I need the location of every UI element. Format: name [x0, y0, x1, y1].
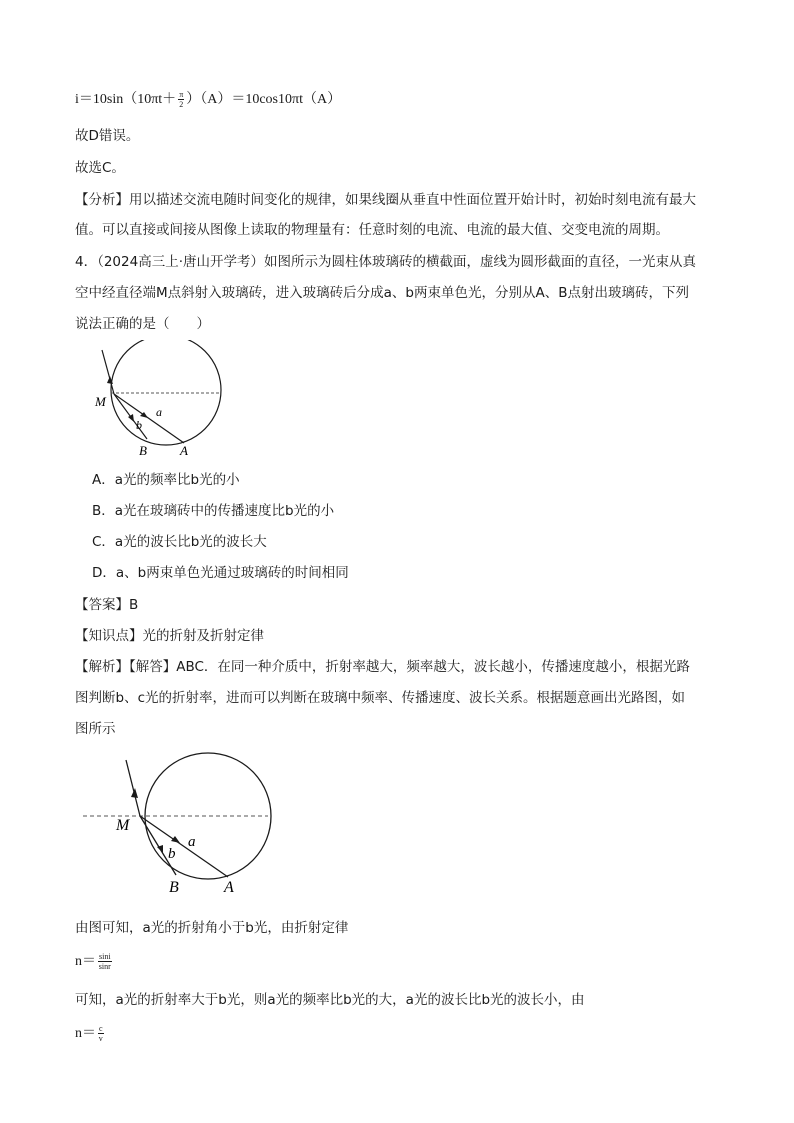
question-line-3: 说法正确的是（ ） — [75, 316, 210, 332]
formula-lhs: i＝10sin（10πt＋ — [75, 92, 177, 107]
frac-sinr: sinr — [98, 962, 111, 972]
d-wrong-text: 故D错误。 — [75, 128, 140, 144]
glass-circle — [111, 340, 221, 445]
knowledge-line — [75, 624, 264, 644]
frac-sini: sini — [99, 952, 111, 962]
solution-line-1 — [75, 655, 690, 675]
frac-numerator: π — [179, 90, 184, 100]
optics-figure-small — [90, 340, 240, 460]
incident-arrow-large-icon — [131, 788, 138, 798]
answer-tag: 【答案】 — [75, 597, 129, 613]
option-c: C．a光的波长比b光的波长大 — [92, 534, 267, 550]
incident-ray — [102, 350, 114, 394]
answer-line — [75, 593, 138, 613]
fraction-c-over-v — [98, 1024, 104, 1043]
choose-c-text: 故选C。 — [75, 160, 125, 176]
label-B-large: B — [169, 879, 179, 896]
snell-lhs: n＝ — [75, 954, 96, 969]
label-b: b — [136, 418, 142, 432]
frac-denominator: 2 — [179, 100, 184, 110]
knowledge-tag: 【知识点】 — [75, 628, 143, 644]
frac-v: v — [98, 1034, 103, 1044]
fraction-sini-sinr — [98, 952, 112, 971]
analysis-line-1 — [75, 188, 696, 208]
answer-value: B — [129, 597, 139, 613]
analysis-line-2: 值。可以直接或间接从图像上读取的物理量有：任意时刻的电流、电流的最大值、交变电流的周期。 — [75, 222, 669, 238]
solution-tag: 【解析】【解答】 — [75, 659, 177, 675]
option-a: A．a光的频率比b光的小 — [92, 472, 240, 488]
question-line-1: 4．（2024高三上·唐山开学考）如图所示为圆柱体玻璃砖的横截面，虚线为圆形截面的直径，一光束从真 — [75, 254, 696, 270]
optics-figure-large — [78, 750, 278, 900]
solution-text-1: ABC．在同一种介质中，折射率越大，频率越大，波长越小，传播速度越小，根据光路 — [176, 659, 690, 675]
formula-speed — [75, 1022, 106, 1043]
label-B: B — [139, 443, 147, 458]
solution-line-3: 图所示 — [75, 721, 116, 737]
label-a: a — [156, 405, 162, 419]
formula-rhs: ）（A）＝10cos10πt（A） — [186, 92, 342, 107]
after-fig-line-2: 可知，a光的折射率大于b光，则a光的频率比b光的大，a光的波长比b光的波长小，由 — [75, 992, 585, 1008]
after-fig-line-1: 由图可知，a光的折射角小于b光，由折射定律 — [75, 920, 349, 936]
frac-c: c — [99, 1024, 103, 1034]
label-M: M — [95, 394, 106, 409]
label-M-large: M — [116, 817, 130, 834]
speed-lhs: n＝ — [75, 1026, 96, 1041]
ray-a-arrow-large-icon — [171, 836, 180, 843]
label-A: A — [180, 443, 188, 458]
formula-snell — [75, 950, 114, 971]
option-d: D．a、b两束单色光通过玻璃砖的时间相同 — [92, 565, 349, 581]
label-A-large: A — [224, 879, 234, 896]
ray-a — [114, 394, 184, 443]
analysis-text-1: 用以描述交流电随时间变化的规律，如果线圈从垂直中性面位置开始计时，初始时刻电流有最大 — [129, 192, 696, 208]
incident-ray-large — [126, 760, 140, 816]
solution-line-2: 图判断b、c光的折射率，进而可以判断在玻璃中频率、传播速度、波长关系。根据题意画出光路图，如 — [75, 690, 685, 706]
knowledge-value: 光的折射及折射定律 — [142, 628, 264, 644]
fraction-pi-over-2 — [178, 90, 184, 109]
analysis-tag: 【分析】 — [75, 192, 129, 208]
question-line-2: 空中经直径端M点斜射入玻璃砖，进入玻璃砖后分成a、b两束单色光，分别从A、B点射出玻璃砖，下列 — [75, 285, 689, 301]
label-b-large: b — [168, 846, 176, 862]
formula-current — [75, 88, 341, 109]
option-b: B．a光在玻璃砖中的传播速度比b光的小 — [92, 503, 335, 519]
label-a-large: a — [188, 834, 196, 850]
